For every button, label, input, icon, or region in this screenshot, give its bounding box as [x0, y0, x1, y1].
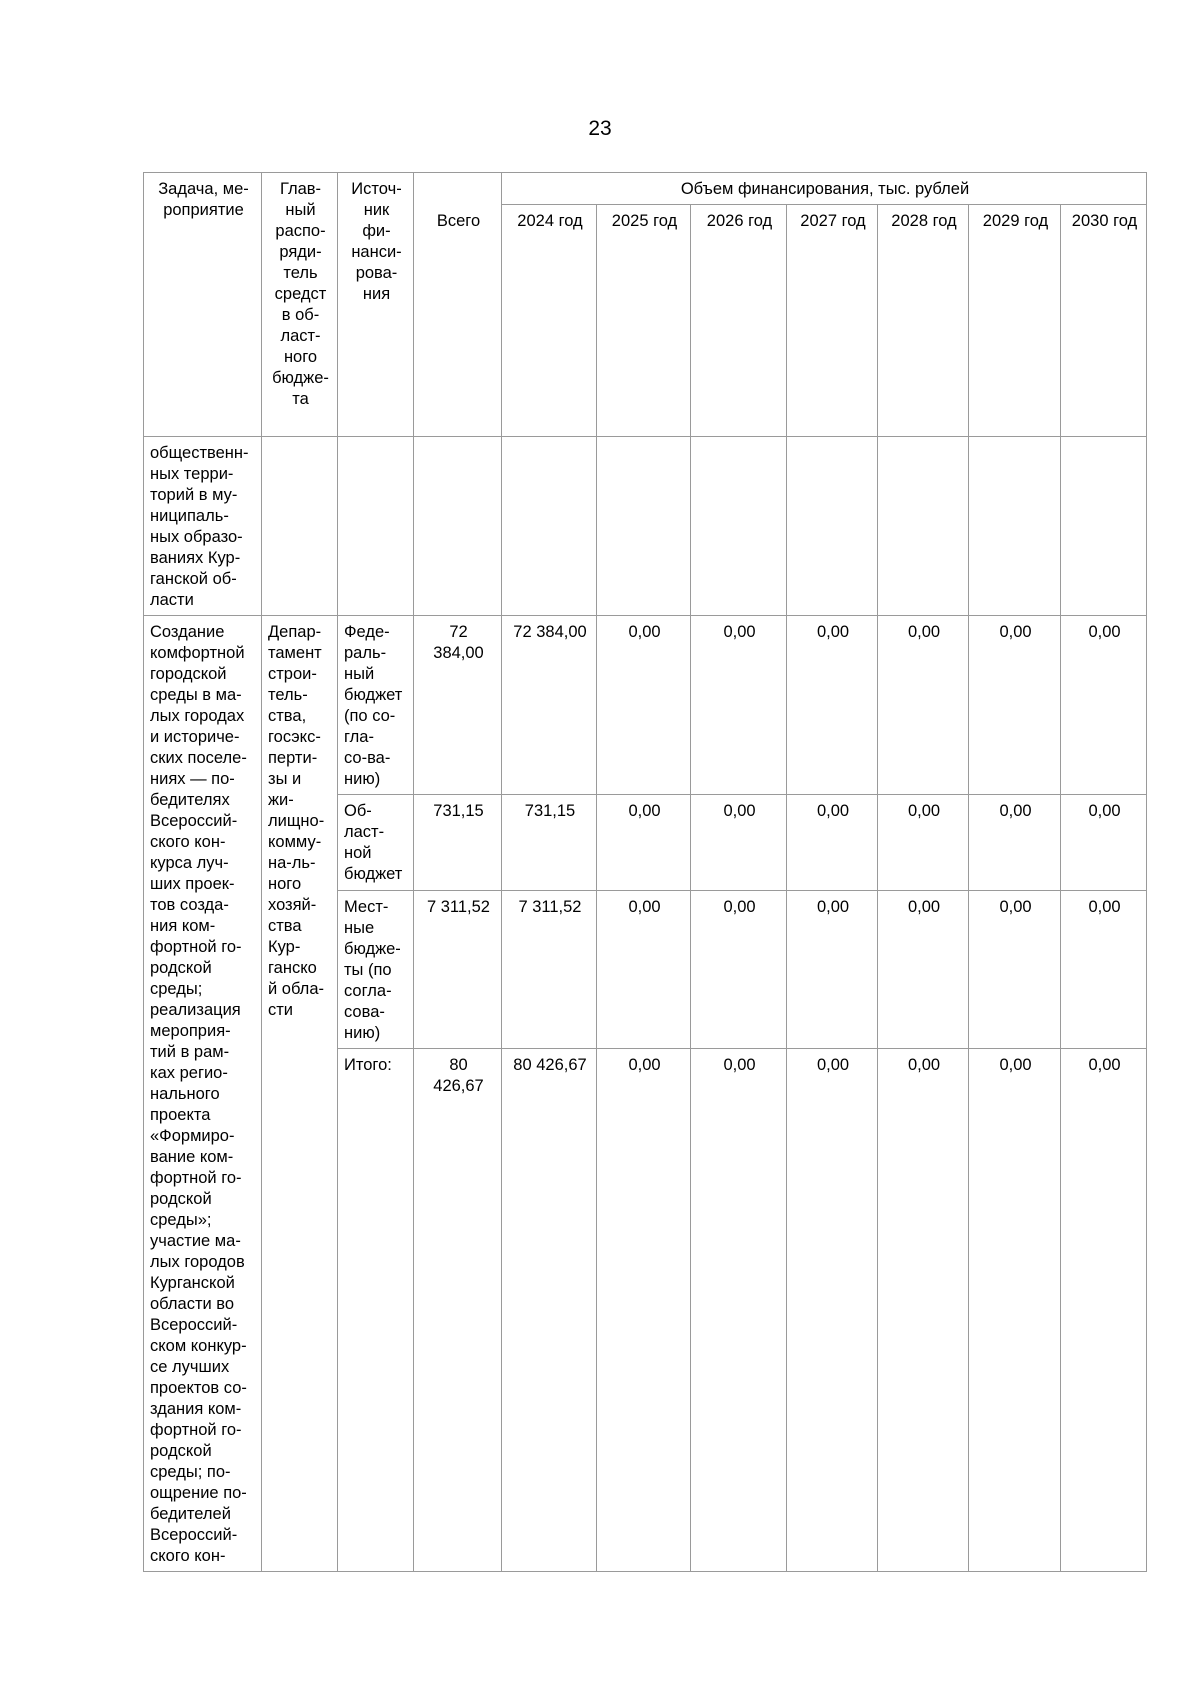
- source-cell: Итого:: [338, 1048, 414, 1571]
- header-total: Всего: [414, 205, 502, 437]
- year-cell: 0,00: [969, 616, 1061, 795]
- table-row: [144, 616, 1147, 795]
- year-cell: 0,00: [787, 890, 878, 1048]
- year-cell: 0,00: [691, 795, 787, 890]
- header-year: 2029 год: [969, 205, 1061, 437]
- year-cell: 0,00: [878, 795, 969, 890]
- total-cell: 80 426,67: [414, 1048, 502, 1571]
- year-cell: 0,00: [787, 795, 878, 890]
- year-cell: 0,00: [597, 890, 691, 1048]
- total-cell: 72 384,00: [414, 616, 502, 795]
- task-cell: Создание комфортной городской среды в ма- лых городах и историче- ских поселе- ниях — по- бедителях Всероссий- ского кон- курса луч- ших проек- тов созда- ния ком- фортной го- родской среды; реализация мероприя- тий в рам- ках регио- нального проекта «Формиро- вание ком- фортной го- родской среды»; участие ма- лых городов Курганской области во Всероссий- ском конкур- се лучших проектов со- здания ком- фортной го- родской среды; по- ощрение по- бедителей Всероссий- ского кон-: [144, 616, 262, 1572]
- total-cell: 731,15: [414, 795, 502, 890]
- year-cell: 0,00: [787, 616, 878, 795]
- year-cell: 7 311,52: [502, 890, 597, 1048]
- header-task: Задача, ме- роприятие: [144, 173, 262, 437]
- year-cell: 731,15: [502, 795, 597, 890]
- source-cell: Феде- раль- ный бюджет (по со- гла- со-ва- нию): [338, 616, 414, 795]
- year-cell: 0,00: [969, 795, 1061, 890]
- page-number: 23: [588, 117, 612, 140]
- year-cell: 0,00: [969, 1048, 1061, 1571]
- year-cell: 0,00: [597, 616, 691, 795]
- year-cell: 0,00: [1061, 616, 1147, 795]
- header-row: [144, 173, 1147, 205]
- header-year: 2030 год: [1061, 205, 1147, 437]
- year-cell: 0,00: [787, 1048, 878, 1571]
- year-cell: 72 384,00: [502, 616, 597, 795]
- header-volume: Объем финансирования, тыс. рублей: [502, 173, 1147, 205]
- year-cell: 0,00: [597, 795, 691, 890]
- header-year: 2026 год: [691, 205, 787, 437]
- year-cell: 0,00: [691, 616, 787, 795]
- year-cell: 0,00: [969, 890, 1061, 1048]
- task-cell: общественн- ных терри- торий в му- ниципаль- ных образо- ваниях Кур- ганской об- ласти: [144, 437, 262, 616]
- total-cell: 7 311,52: [414, 890, 502, 1048]
- source-cell: Об- ласт- ной бюджет: [338, 795, 414, 890]
- year-cell: 0,00: [878, 1048, 969, 1571]
- header-year: 2028 год: [878, 205, 969, 437]
- source-cell: Мест- ные бюдже- ты (по согла- сова- нию): [338, 890, 414, 1048]
- header-source: Источ- ник фи- нанси- рова- ния: [338, 173, 414, 437]
- year-cell: 0,00: [691, 1048, 787, 1571]
- year-cell: 0,00: [878, 616, 969, 795]
- header-distributor: Глав- ный распо- ряди- тель средст в об- ласт- ного бюдже- та: [262, 173, 338, 437]
- distributor-cell: Депар- тамент строи- тель- ства, госэкс- перти- зы и жи- лищно- комму- на-ль- ного хозяй- ства Кур- ганско й обла- сти: [262, 616, 338, 1572]
- year-cell: 0,00: [878, 890, 969, 1048]
- header-year: 2024 год: [502, 205, 597, 437]
- year-cell: 80 426,67: [502, 1048, 597, 1571]
- year-cell: 0,00: [1061, 795, 1147, 890]
- continuation-row: [144, 437, 1147, 616]
- financing-table: [143, 172, 1147, 1572]
- year-cell: 0,00: [597, 1048, 691, 1571]
- year-cell: 0,00: [1061, 1048, 1147, 1571]
- year-cell: 0,00: [1061, 890, 1147, 1048]
- header-year: 2027 год: [787, 205, 878, 437]
- header-year: 2025 год: [597, 205, 691, 437]
- year-cell: 0,00: [691, 890, 787, 1048]
